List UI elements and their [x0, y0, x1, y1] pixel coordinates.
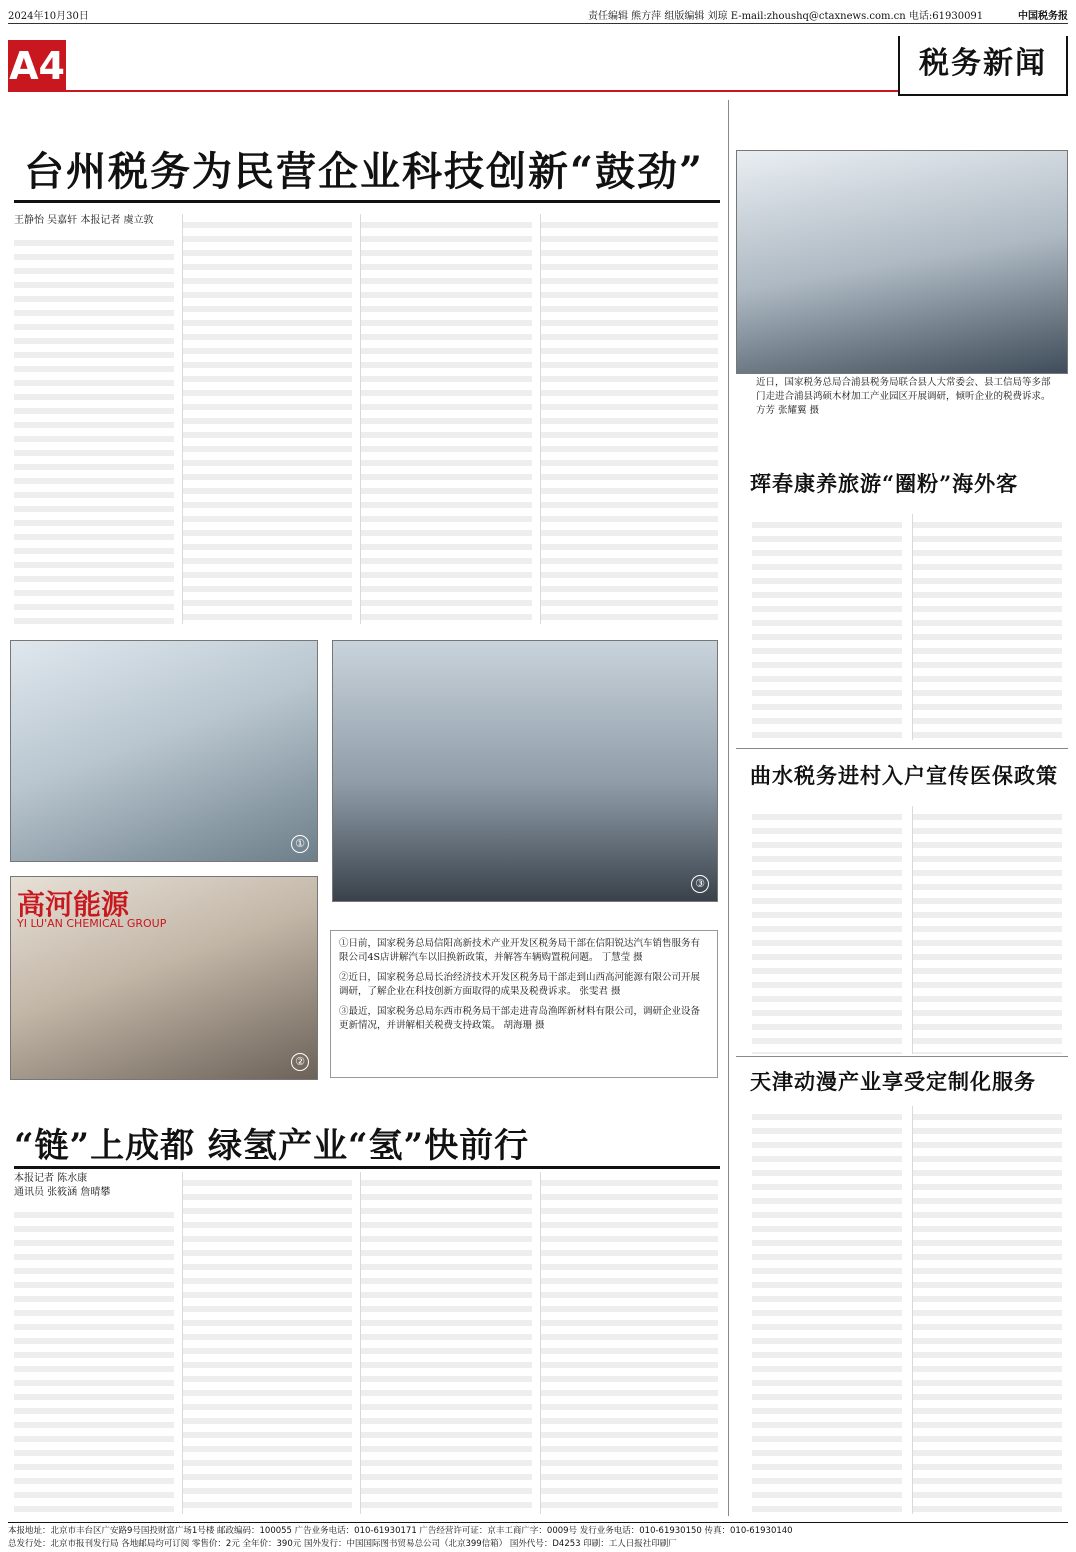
chengdu-col-2	[182, 1172, 352, 1514]
photo-1	[10, 640, 318, 862]
photo-1-number: ①	[291, 835, 309, 853]
photo-2	[10, 876, 318, 1080]
chengdu-byline-1: 本报记者 陈水康	[14, 1173, 88, 1184]
chengdu-headline-rule	[14, 1166, 720, 1169]
photo-2-number: ②	[291, 1053, 309, 1071]
photo-2-sign: 高河能源	[17, 888, 130, 921]
tianjin-col-1	[752, 1106, 902, 1514]
masthead	[8, 6, 1068, 24]
hunchun-col-2	[912, 514, 1062, 740]
qushui-col-2	[912, 806, 1062, 1054]
footer	[8, 1522, 1068, 1548]
photo-captions-box	[330, 930, 718, 1078]
qushui-headline: 曲水税务进村入户宣传医保政策	[750, 763, 1058, 788]
issue-date: 2024年10月30日	[8, 11, 89, 22]
main-col-2	[182, 214, 352, 624]
right-photo-caption: 近日，国家税务总局合浦县税务局联合县人大常委会、县工信局等多部门走进合浦县鸿硕木材加工产业园区开展调研，倾听企业的税费诉求。 方芳 张耀翼 摄	[756, 377, 1051, 416]
column-separator	[728, 100, 729, 1516]
main-headline-rule	[14, 200, 720, 203]
footer-line-1: 本报地址：北京市丰台区广安路9号国投财富广场1号楼 邮政编码：100055 广告业务电话：010-61930171 广告经营许可证：京丰工商广字：0009号 发行业务电话：010-61930150 传真：010-61930140	[8, 1526, 793, 1536]
main-col-4	[540, 214, 718, 624]
main-headline: 台州税务为民营企业科技创新“鼓劲”	[24, 148, 705, 195]
page-number: A4	[8, 40, 66, 92]
photo-right-top	[736, 150, 1068, 374]
paper-name: 中国税务报	[1018, 11, 1068, 22]
main-col-1	[14, 232, 174, 624]
photo-caption-2: ②近日，国家税务总局长治经济技术开发区税务局干部走到山西高河能源有限公司开展调研，了解企业在科技创新方面取得的成果及税费诉求。 张雯君 摄	[339, 972, 701, 997]
photo-caption-1: ①日前，国家税务总局信阳高新技术产业开发区税务局干部在信阳锐达汽车销售服务有限公司4S店讲解汽车以旧换新政策，并解答车辆购置税问题。 丁慧莹 摄	[339, 938, 701, 963]
main-col-3	[360, 214, 532, 624]
photo-caption-3: ③最近，国家税务总局东西市税务局干部走进青岛渔晖新材料有限公司，调研企业设备更新情况，并讲解相关税费支持政策。 胡海珊 摄	[339, 1006, 701, 1031]
editor-info: 责任编辑 熊方萍 组版编辑 刘琼 E-mail:zhoushq@ctaxnews.com.cn 电话:61930091	[588, 11, 984, 22]
chengdu-byline-2: 通讯员 张筱涵 詹晴攀	[14, 1187, 111, 1198]
qushui-rule	[736, 1056, 1068, 1057]
chengdu-headline: “链”上成都 绿氢产业“氢”快前行	[14, 1126, 530, 1166]
hunchun-headline: 珲春康养旅游“圈粉”海外客	[750, 471, 1019, 496]
main-byline: 王静怡 吴嘉轩 本报记者 虞立敦	[14, 215, 154, 226]
footer-line-2: 总发行处：北京市报刊发行局 各地邮局均可订阅 零售价：2元 全年价：390元 国外发行：中国国际图书贸易总公司（北京399信箱） 国外代号：D4253 印刷：工人日报社印刷厂	[8, 1539, 677, 1549]
chengdu-col-1	[14, 1204, 174, 1514]
tianjin-col-2	[912, 1106, 1062, 1514]
tianjin-headline: 天津动漫产业享受定制化服务	[750, 1069, 1036, 1094]
hunchun-col-1	[752, 514, 902, 740]
page-rule	[66, 90, 898, 92]
chengdu-col-4	[540, 1172, 718, 1514]
qushui-col-1	[752, 806, 902, 1054]
photo-2-sign-sub: YI LU'AN CHEMICAL GROUP	[17, 917, 167, 930]
photo-3-number: ③	[691, 875, 709, 893]
hunchun-rule	[736, 748, 1068, 749]
section-title: 税务新闻	[898, 36, 1068, 96]
chengdu-col-3	[360, 1172, 532, 1514]
photo-3	[332, 640, 718, 902]
